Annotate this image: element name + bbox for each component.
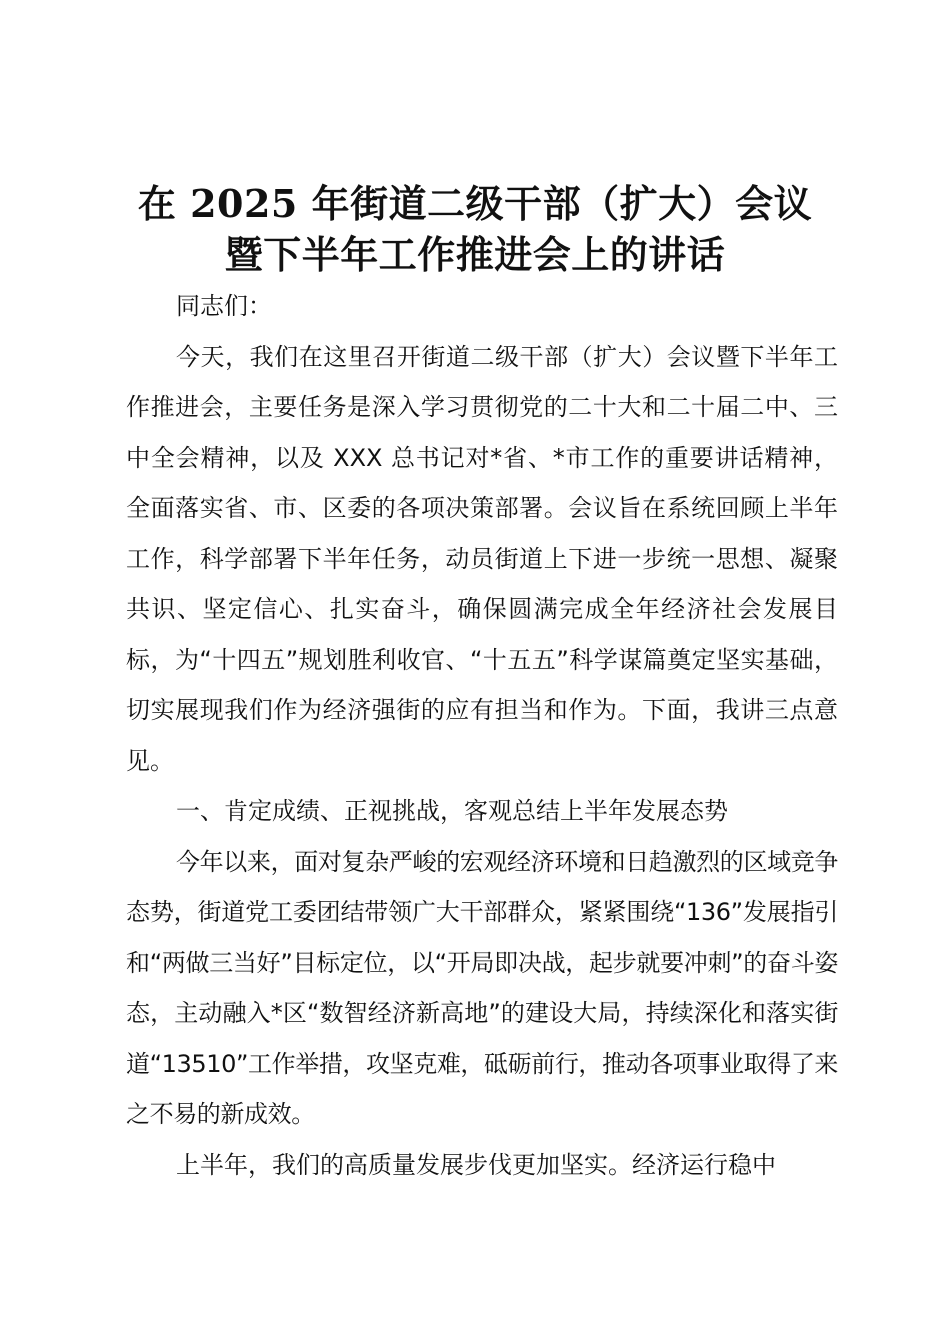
section-heading-1: 一、肯定成绩、正视挑战，客观总结上半年发展态势 bbox=[176, 797, 728, 825]
title-line-2: 暨下半年工作推进会上的讲话 bbox=[224, 232, 726, 277]
title-line-1: 在 2025 年街道二级干部（扩大）会议 bbox=[137, 181, 813, 226]
paragraph-opening: 今天，我们在这里召开街道二级干部（扩大）会议暨下半年工作推进会，主要任务是深入学习贯彻党的二十大和二十届二中、三中全会精神，以及 XXX 总书记对*省、*市工作的重要讲话精神，全面落实省、市、区委的各项决策部署。会议旨在系统回顾上半年工作，科学部署下半年任务，动员街道上下进一步统一思想、凝聚共识、坚定信心、扎实奋斗，确保圆满完成全年经济社会发展目标，为“十四五”规划胜利收官、“十五五”科学谋篇奠定坚实基础，切实展现我们作为经济强街的应有担当和作为。下面，我讲三点意见。 bbox=[126, 342, 838, 775]
document-body bbox=[126, 281, 838, 1190]
document-title bbox=[0, 178, 950, 280]
salutation: 同志们： bbox=[176, 292, 272, 320]
paragraph-first-half: 上半年，我们的高质量发展步伐更加坚实。经济运行稳中 bbox=[176, 1150, 776, 1179]
paragraph-achievements: 今年以来，面对复杂严峻的宏观经济环境和日趋激烈的区域竞争态势，街道党工委团结带领广大干部群众，紧紧围绕“136”发展指引和“两做三当好”目标定位，以“开局即决战，起步就要冲刺”的奋斗姿态，主动融入*区“数智经济新高地”的建设大局，持续深化和落实街道“13510”工作举措，攻坚克难，砥砺前行，推动各项事业取得了来之不易的新成效。 bbox=[126, 847, 839, 1128]
